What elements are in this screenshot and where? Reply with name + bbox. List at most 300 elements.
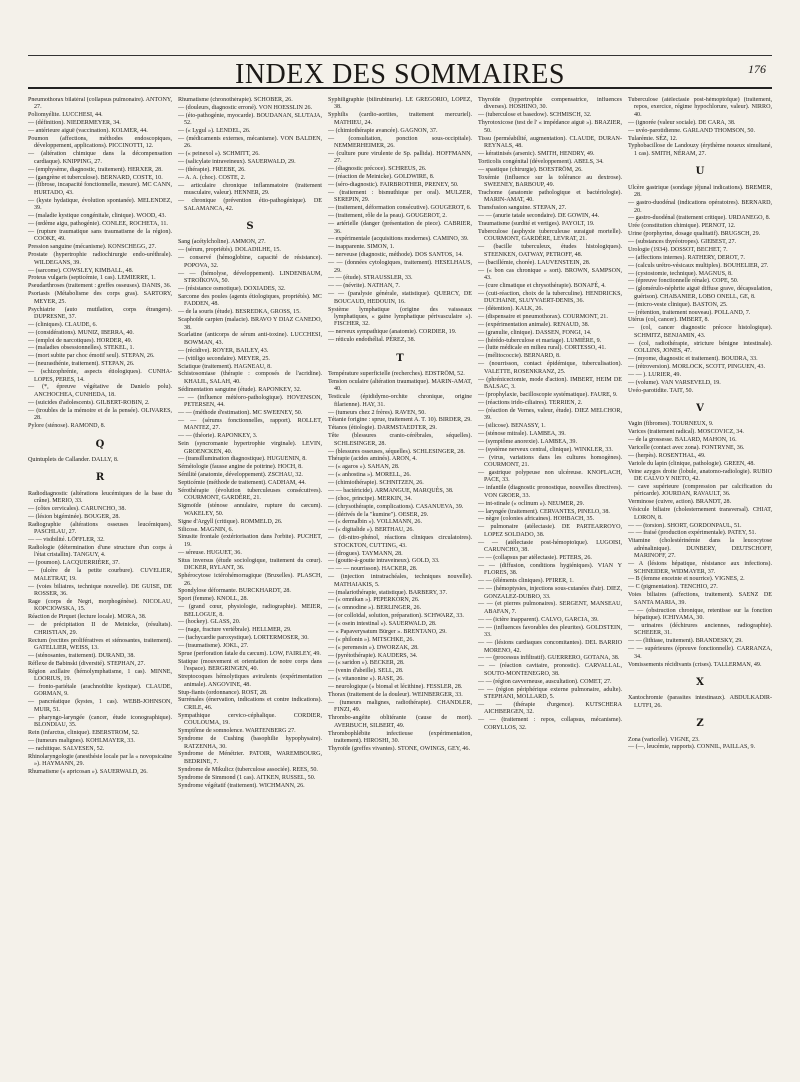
index-entry: — — (influences favorables des pleurites). GOLDSTEIN, 33. — [478, 624, 622, 639]
index-entry: — — bactéricide). ARMANGUE, MARQUÈS, 38. — [328, 487, 454, 494]
index-entry: Thérapie (acides aminés). ARON, 4. — [328, 456, 417, 463]
index-entry: Sein (syncromanie hypertrophie virginale). LEVIN, GROENCKEN, 40. — [178, 441, 322, 455]
index-entry: — de la souris (étude). BESREDKA, GROSS, 15. — [178, 309, 301, 316]
index-entry: — — (obstruction chronique, retentisse sur la fonction hépatique). ICHIYAMA, 30. — [628, 607, 772, 622]
index-entry: — (lésion bigéminée). BOUGER, 28. — [28, 513, 120, 520]
index-entry: Varices (traitement radical). MOSCOVICZ, 34. — [628, 429, 744, 436]
index-entry: — neurologique (« biomal et lécithine). FESSLER, 28. — [328, 684, 463, 691]
index-entry: Symptôme de somnolence. WARTENBERG 27. — [178, 728, 296, 735]
index-entry: Tularémie. SÉZ, 12. — [628, 135, 678, 142]
index-entry: Variole du lapin (clinique, pathologie). GREEN, 48. — [628, 460, 755, 467]
index-entry: Sang (acétylcholine). AMMON, 27. — [178, 239, 266, 246]
index-entry: Pylore (sténose). RAMOND, 8. — [28, 423, 106, 430]
index-entry: — (« anhostina »). MORELL, 26. — [328, 472, 411, 479]
index-entry: Surrénales (énervation, indications et contre indications). CRILE, 46. — [178, 697, 322, 711]
index-entry: Syndrome de Ménétrier. PATOIR, WAREMBOURG, BEDRINE, 7. — [178, 751, 322, 765]
index-entry: — (salicylate intraveineux). SAUERWALD, 29. — [178, 159, 296, 166]
index-entry: Sigmoïde (sténose annulaire, rupture du cæcum). WAKELEY, 50. — [178, 503, 322, 517]
index-column — [28, 97, 172, 1072]
index-entry: Thorax (traitement de la douleur). WEINBERGER, 33. — [328, 691, 463, 698]
index-entry: — pulmonaire (atélectasie). DE PARTEARROYO, LOPEZ SOLDADO, 38. — [478, 524, 622, 538]
index-entry: Vitamine (cholestérinémie dans la leucocytose adrénalinique). DUNBERY, DEUTSCHOFF, MARINOFF, 27. — [628, 538, 772, 560]
index-entry: — (lutte médicale en milieu rural). CORTESSO, 41. — [478, 345, 606, 352]
index-entry: — — (sérums fonctionnelles, rapport). ROLLET, MANTEZ, 27. — [178, 417, 322, 432]
index-entry: — (granulie, clinique). DASSEN, FONGI, 14. — [478, 329, 592, 336]
index-entry: — (rétroversion). MORLOCK, SCOTT, PINGUEN, 43. — [628, 363, 765, 370]
index-entry: — (glomérulo-néphrite aiguë diffuse grave, décapsulation, guérison). CHABANIER, LOBO ONELL, GE, 8. — [628, 286, 772, 300]
index-entry: — (cuti-réaction, choix de la tuberculine). HENDRICKS, DUCHAINE, SLUYVAERT-DENIS, 36. — [478, 290, 622, 305]
index-entry: Tissu (perméabilité, augmentation). CLAUDE, DURAN-REYNALS, 48. — [478, 135, 622, 150]
index-entry: Radiodiagnostic (altérations leucémiques de la base du crâne). MERIO, 33. — [28, 490, 172, 505]
index-entry: — (tuberculose et basedow). SCHMISCH, 32. — [478, 112, 592, 119]
index-entry: Urée (constitution chimique). PERNOT, 12. — [628, 223, 736, 230]
index-entry: Sprue (perforation fatale du cæcum). LOW, FAIRLEY, 49. — [178, 650, 321, 657]
index-entry: Veine azygos droite (lobule, anatomo-radiologie). RUBIO DE CALVO Y NIETO, 42. — [628, 468, 772, 483]
index-entry: — — (anurie tatale secondaire). DE GOWIN, 44. — [478, 213, 600, 220]
index-entry: — nerveuse (diagnostic, méthode). DOS SANTOS, 14. — [328, 252, 463, 259]
index-entry: Psoriasis (Métabolisme des corps gras). SARTORY, MEYER, 25. — [28, 291, 172, 305]
section-letter: U — [695, 166, 705, 178]
index-entry: — laryngée (traitement). CERVANTES, PINELO, 38. — [478, 508, 610, 515]
index-entry: — (traitement : bismuthique per oral). MULZER, SEREPIN, 29. — [328, 189, 472, 204]
index-column — [478, 97, 622, 1072]
index-entry: — (pyrétothérapie). KAUDERS, 34. — [328, 652, 418, 659]
index-entry: Zona (varicelle). VIGNE, 23. — [628, 736, 700, 743]
index-entry: Septicémie (méthode de traitement). CADHAM, 44. — [178, 480, 306, 487]
section-letter: V — [696, 403, 704, 415]
index-entry: Thyroïde (hypertrophie compensatrice, influences diverses). HOSHINO, 30. — [478, 97, 622, 111]
index-entry: — (maladies obsessionnelles). STEKEL, 1. — [28, 345, 135, 352]
section-letter: T — [396, 352, 404, 364]
index-entry: — (chimiothérapie). SCHNITZEN, 26. — [328, 480, 424, 487]
index-entry: — articulaire chronique inflammatoire (traitement musculaire, valeur). HENNER, 29. — [178, 182, 322, 197]
index-entry: — (symptôme anorexie). LAMBEA, 39. — [478, 438, 578, 445]
index-entry: — (goutte-à-goutte intraveineux). GOLD, 33. — [328, 558, 440, 565]
index-column — [178, 97, 322, 1072]
index-entry: — (expérimentation animale). RENAUD, 38. — [478, 321, 590, 328]
header-rule-bottom — [28, 87, 772, 89]
index-entry: — (injection intratrachéales, techniques nouvelle). MATHAIAKIS, 5. — [328, 574, 472, 588]
index-entry: Verminose (cuivre, action). BRANDT, 28. — [628, 499, 732, 506]
index-entry: — — (méthode d'estimation). MC SWEENEY, 50. — [178, 409, 303, 416]
index-entry: — — (et pierres pulmonaires). SERGENT, MANSEAU, ABAFAN, 7. — [478, 601, 622, 615]
index-entry: — — (éléments cliniques). PFIRER, 1. — [478, 578, 574, 585]
index-entry: — (venin d'abeille). SELL, 28. — [328, 668, 404, 675]
index-entry: Rhinolaryngologie (anesthésie locale par la « novopsicaïne »). HAYMANN, 29. — [28, 753, 172, 768]
index-entry: — (sarcome). COWSLEY, KIMBALL, 48. — [28, 267, 134, 274]
index-entry: Varicelle (contact avec zona). FONTRYNE, 36. — [628, 444, 745, 451]
index-entry: — (tumeurs chez 2 frères). RAVEN, 50. — [328, 409, 426, 416]
index-entry: Ulcère gastrique (sondage jéjunal indications). BREMER, 28. — [628, 184, 772, 199]
index-entry: — A (lésions hépatique, résistance aux infections). SCHNEIDER, WIDMAYER, 37. — [628, 561, 772, 575]
index-entry: — (éto-pathogénie, myocarde). BOUDANAN, SLUTAJA, 52. — [178, 112, 322, 127]
index-entry: Situs inversus (étude sociologique, traitement du cœur). DICKER, RYLANT, 36. — [178, 557, 322, 572]
index-entry: Quintuplets de Callander. DALLY, 8. — [28, 456, 119, 463]
index-entry: — (« dermalbin »). VOLLMANN, 26. — [328, 519, 422, 526]
index-entry: Scaphoïde carpien (malacie). BRAVO Y DIAZ CANEDO, 38. — [178, 317, 322, 331]
index-entry: — (séro-diagnostic). FAIRBROTHER, PRENEY, 50. — [328, 182, 459, 189]
page-number: 176 — [748, 62, 766, 76]
index-entry: Psychiatrie (auto mutilation, corps étrangers). DUPRESNE, 37. — [28, 306, 172, 320]
index-entry: Tête (blessures cranio-cérébrales, séquelles). SCHLESINGER, 28. — [328, 433, 472, 447]
index-entry: — (« saridon »). BECKER, 28. — [328, 660, 405, 667]
index-entry: — (sténose mitrale). LAMBEA, 39. — [478, 430, 566, 437]
index-entry: — (réactions irido-ciliaires). TERRIEN, 2. — [478, 399, 583, 406]
index-entry: Rage (corps de Negri, morphogénèse). NICOLAU, KOPCIOWSKA, 15. — [28, 598, 172, 613]
index-entry: — B (femme enceinte et nourrice). VIGNES, 2. — [628, 576, 745, 583]
index-entry: — — (hémolyse, développement). LINDENBAUM, STROÏKOVA, 50. — [178, 270, 322, 285]
index-entry: Sport (femme). KNOLL, 28. — [178, 596, 249, 603]
index-entry: — (bacille tuberculeux, études histologiques). STEENKEN, OATWAY, PETROFF, 48. — [478, 244, 622, 258]
index-entry: — (« peinexol »). SCHMITT, 26. — [178, 151, 260, 158]
index-entry: — — (processus infiltratif). GUERRERO, GOTANA, 38. — [478, 655, 620, 662]
index-entry: — (kyste hydatique, évolution spontanée). MELENDEZ, 39. — [28, 197, 172, 212]
index-entry: — — (région cavverneuse, auscultation). COMET, 27. — [478, 678, 612, 685]
index-entry: — (emploi de narcotiques). HORDER, 49. — [28, 337, 133, 344]
index-entry: — (traitement, rôle de la peau). GOUGEROT, 2. — [328, 213, 447, 220]
index-entry: — kératinisés (arsenic). SMITH, HENDRY, 49. — [478, 150, 595, 157]
index-entry: — de précipitation II de Meinicke, (résultats). CHRISTIAN, 29. — [28, 622, 172, 636]
index-entry: Radiologie (détermination d'une structure d'un corps à l'état cristallin). TANGUY, 4. — [28, 544, 172, 559]
index-entry: — — (hémoptysies, injections sous-cutanées d'air). DIEZ, GONZALEZ-DUBRO, 33. — [478, 586, 622, 600]
index-entry: Voies biliaires (affections, traitement). SAENZ DE SANTA MARIA, 39. — [628, 592, 772, 606]
index-entry: — — (ictère inapparent). CALVO, GARCIA, 39. — [478, 616, 599, 623]
index-entry: — (sténosantes, traitement). DURAND, 38. — [28, 652, 135, 659]
index-entry: Torticolis congénital (développement). ABELS, 34. — [478, 158, 604, 165]
index-entry: — (poumon). LACQUERRIÈRE, 37. — [28, 560, 120, 567]
index-entry: — — (région périphérique externe pulmonaire, adulte). STEPHANI, MOLLARD, 5. — [478, 686, 622, 700]
index-entry: — (cystostomie, technique). MAGNUS, 8. — [628, 270, 733, 277]
index-entry: — (dérivés de la "kumine"). OESER, 29. — [328, 511, 429, 518]
index-entry: — — (collapsus par atélectasie). PETERS, 26. — [478, 554, 592, 561]
index-entry: — (récidive). ROYER, BAILEY, 43. — [178, 347, 269, 354]
index-entry: Vésicule biliaire (cholesternement transversal). CHIAT, LORON, 8. — [628, 507, 772, 521]
index-entry: Syphiligraphie (bilirubinurie). LE GREGORIO, LOPEZ, 38. — [328, 97, 472, 111]
index-entry: Sédimentation sanguine (étude). RAPONKEY, 32. — [178, 386, 302, 393]
index-entry: — (altération chimique dans la décompensation cardiaque). KNIPPING, 27. — [28, 151, 172, 165]
index-entry: Sarcome des poules (agents étiologiques, propriétés). MC FADDEN, 48. — [178, 293, 322, 308]
index-entry: — (transillumination diagnostique). HUGUENIN, 8. — [178, 456, 307, 463]
index-entry: Syndrome de Cushing (basophilie hypophysaire). RATZENHA, 30. — [178, 736, 322, 750]
index-entry: — (rupture traumatique sans traumatisme de la région). COOKE, 49. — [28, 228, 172, 243]
index-entry: — — visibilité. LÖFFLER, 32. — [28, 537, 105, 544]
index-entry: — (« omnodine »). BERLINGER, 26. — [328, 605, 422, 612]
index-entry: — (système nerveux central, clinique). WINKLER, 33. — [478, 446, 613, 453]
index-entry: — — (atélectasie post-hémoptoïque). LUGOISI, CARUNCHO, 38. — [478, 539, 622, 554]
index-entry: Xantochromie (parasites intestinaux). ABDULKADIR-LUTFI, 26. — [628, 695, 772, 709]
index-entry: — (—, leucémie, rapports). CONNIL, PAILLAS, 9. — [628, 744, 756, 751]
index-entry: — (nourrisson, contact épidémique, tuberculisation). VALETTE, ROSENKRANZ, 25. — [478, 361, 622, 375]
index-entry: — (suicides d'adolescents). GILBERT-ROBIN, 2. — [28, 399, 150, 406]
section-letter: Z — [696, 718, 704, 730]
index-entry: — (côtes cervicales). CARUNCHO, 38. — [28, 505, 126, 512]
index-entry: — — ). LURIER, 49. — [628, 371, 681, 378]
index-entry: Séméiologie (fausse angine de poitrine). HOCH, 8. — [178, 464, 303, 471]
index-entry: — — (névrite). NATHAN, 7. — [328, 283, 400, 290]
index-entry: — gastrique polypeuse non ulcéreuse. KNOFLACH, PACE, 33. — [478, 469, 622, 484]
index-entry: — rachitique. SALVESEN, 52. — [28, 745, 105, 752]
index-entry: — (myome, diagnostic et traitement). BOUDRA, 33. — [628, 356, 758, 363]
index-entry: Tétanos (étiologie). DARMSTAEDTER, 29. — [328, 425, 437, 432]
index-entry: — (voies biliaires, technique nouvelle). DE GUISE, DE ROSSER, 36. — [28, 583, 172, 598]
index-entry: — (chrysothérapie, complications). CASANUEVA, 39. — [328, 503, 464, 510]
index-entry: — (sérum, propriétés). DOLADILHE, 15. — [178, 247, 281, 254]
index-entry: — (médicaments externes, mécanisme). VON BALDEN, 26. — [178, 135, 322, 150]
index-entry: — artérielle (danger (présentation de piece). CABRIER, 36. — [328, 221, 472, 235]
index-entry: — urinaires (déchirures anciennes, radiographie). SCHEEER, 31. — [628, 622, 772, 637]
index-entry: Syndrome végétatif (traitement). WICHMANN, 26. — [178, 782, 305, 789]
index-entry: Vagin (fibromes). TOURNEUX, 9. — [628, 421, 714, 428]
index-entry: — pharyngo-laryngée (cancer, étude iconographique). BLONDIAU, 35. — [28, 714, 172, 729]
index-entry: — (hérédo-tuberculose et mariage). LUMIÈRE, 9. — [478, 337, 602, 344]
index-entry: Pneumothorax bilatéral (collapsus pulmonaire). ANTONY, 27. — [28, 97, 172, 111]
index-entry: Thrombo-angéite oblitérante (cause de mort). AVERBUCH, SILBERT, 49. — [328, 715, 472, 729]
index-entry: — (maladie kystique congénitale, clinique). WOOD, 43. — [28, 213, 166, 220]
index-entry: — gastro-duodénal (traitement critique). URDANEGO, 8. — [628, 215, 771, 222]
index-entry: — — supérieures (épreuve fonctionnelle). CARRANZA, 34. — [628, 646, 772, 660]
index-entry: — (considérations). MUNIZ, IBERRA, 40. — [28, 329, 134, 336]
section-letter: R — [95, 472, 105, 484]
index-entry: — (schizophrénie, aspects étiologiques). CUNHA-LOPES, PERES, 14. — [28, 369, 172, 383]
index-entry: — — (réaction cavitaire, pronostic). CARVALLAL, SOUTO-MONTENEGRO, 38. — [478, 663, 622, 677]
index-entry: — (*, épreuve végétative de Danielo polu). ANCHOCHEA, CUNHEDA, 18. — [28, 384, 172, 398]
index-entry: — (or colloïdal, solution, préparation). SCHWARZ, 33. — [328, 613, 464, 620]
index-entry: — — fraisé (production expérimentale). PATEY, 51. — [628, 530, 757, 537]
index-entry: — (« digitalide »). BERTHAU, 26. — [328, 527, 414, 534]
index-entry: Pseudarthroses (traitement : greffes osseuses). DANIS, 36. — [28, 283, 172, 290]
index-entry: — (substances thyréotropes). GIEBEST, 27. — [628, 239, 737, 246]
index-entry: — spastique (chirurgie). BOESTRÖM, 26. — [478, 166, 583, 173]
index-entry: — (« peremesin »). DWORZAK, 28. — [328, 644, 419, 651]
index-entry: — (drogues). TAYMANN, 28. — [328, 550, 403, 557]
index-entry: — (« philonin »). MITSCHKE, 26. — [328, 636, 414, 643]
index-entry: — (choc, principe). MERKIN, 34. — [328, 495, 412, 502]
index-entry: Stup-fiants (ordonnance). ROST, 28. — [178, 689, 268, 696]
index-entry: — pancréatique (kystes, 1 cas). WEBB-JOHNSON, MUIR, 51. — [28, 699, 172, 713]
index-entry: — séreuse. HUGUET, 36. — [178, 549, 242, 556]
index-entry: — (réaction de Vernes, valeur, étude). DIEZ MELCHOR, 39. — [478, 407, 622, 422]
index-entry: — uvéo-parotidienne. GARLAND THOMSON, 50. — [628, 127, 755, 134]
index-entry: Transfusion sanguine. STEPAN, 27. — [478, 205, 567, 212]
index-entry: — (prophylaxie, bacilloscopie systématique). FAURE, 9. — [478, 391, 618, 398]
index-entry: Schistosomiase (thérapie : composés de l'acridine). KHALIL, SALAH, 40. — [178, 371, 322, 385]
index-entry: — — (traitement : repos, collapsus, mécanisme). CORYLLOS, 32. — [478, 717, 622, 731]
index-entry: — (« Lygul »). LENDEL, 26. — [178, 128, 251, 135]
index-entry: — inapparente. SIMON, 1. — [328, 244, 395, 251]
index-entry: — (vitiligo secondaire). MEYER, 25. — [178, 355, 270, 362]
index-entry: Pression sanguine (mécanisme). KONSCHEGG, 27. — [28, 244, 157, 251]
index-entry: Tétanie forigine : sprue, traitement A. T. 10). BIRDER, 29. — [328, 417, 472, 424]
index-entry: — C (pigmentation). TENCHIO, 27. — [628, 584, 718, 591]
index-entry: Typhobacillose de Landouzy (érythème noueux simultané, 1 cas). SMITH, NÉRAM, 27. — [628, 143, 772, 157]
index-entry: — (œdème aigu, pathogénie). CONLEE, ROCHETA, 11. — [28, 221, 168, 228]
index-entry: Thyroïde (greffes vivantes). STONE, OWINGS, GEY, 46. — [328, 745, 470, 752]
index-entry: — (rétention, traitement nouveau). POLLAND, 7. — [628, 309, 751, 316]
index-entry: — (bacillémie, chorée). LAUVENSTEIN, 28. — [478, 259, 591, 266]
index-entry: — — (étude). STRAUSSLER, 33. — [328, 275, 413, 282]
index-entry: — (blessures osseuses, séquelles). SCHLESINGER, 28. — [328, 448, 465, 455]
page-title: INDEX DES SOMMAIRES — [235, 59, 565, 90]
index-entry: — nerveux sympathique (anatomie). CORDIER, 19. — [328, 329, 457, 336]
index-entry: — infantile (diagnostic pronostique, nouvelles directives). VON GROER, 33. — [478, 485, 622, 499]
index-entry: — (consultation, ponction sous-occipitale). NEMMERHEIMER, 26. — [328, 135, 472, 150]
index-entry: — réticulo endothélial. PÉREZ, 38. — [328, 337, 416, 344]
index-entry: — (diagnostic précoce). SCHREUS, 26. — [328, 166, 427, 173]
index-entry: — (épreuve fonctionnelle rénale). COPE, 50. — [628, 278, 739, 285]
index-entry: — (définition). NIEDERMEYER, 34. — [28, 120, 121, 127]
index-entry: Vomissements récidivants (crises). TALLERMAN, 49. — [628, 661, 762, 668]
index-entry: — (herpès). ROSENTHAL, 49. — [628, 452, 706, 459]
index-entry: Tuberculose (atélectasie post-hémoptoïque) (traitement, repos, exercice, régime hypochlorure, valeur). NIRRO, 40. — [628, 97, 772, 118]
index-entry: Rhumatisme (« apricosan »). SAUERWALD, 26. — [28, 769, 148, 776]
index-entry: — antérieure aiguë (vaccination). KOLMER, 44. — [28, 128, 148, 135]
index-entry: — — — nourrisson). HACKER, 28. — [328, 566, 418, 573]
index-entry: — — (théorie). RAPONKEY, 3. — [178, 433, 258, 440]
index-entry: — (détention). KALK, 26. — [478, 306, 543, 313]
index-entry: — (micro-veste clinique). BASTON, 25. — [628, 301, 728, 308]
index-entry: — A. A. (choc). COSTE, 2. — [178, 174, 246, 181]
index-entry: Sciatique (traitement). HAGNEAU, 8. — [178, 363, 272, 370]
index-entry: Rein (infarctus, clinique). EBERSTROM, 52. — [28, 730, 140, 737]
index-entry: — (tumeurs malignes). KOHLMAYER, 33. — [28, 737, 135, 744]
index-entry: Toxémie (influence sur la tolérance au dextrose). SWEENEY, BARBOUP, 49. — [478, 174, 622, 189]
index-entry: — (ignorée (valeur sociale). DE CARA, 38. — [628, 119, 736, 126]
index-entry: Scarlatine (anticorps de sérum anti-toxine). LUCCHESI, BOWMAN, 43. — [178, 332, 322, 346]
index-entry: Utérus (col, cancer). IMBERT, 8. — [628, 317, 710, 324]
index-entry: — (mélitococcie). BERNARD, 8. — [478, 353, 561, 360]
index-entry: — (résistance osmotique). DOXIADES, 32. — [178, 285, 286, 292]
index-entry: Signe d'Argyll (critique). ROMMELD, 26. — [178, 518, 283, 525]
index-entry: — (« omnikan »). PEPERKORN, 26. — [328, 597, 420, 604]
index-entry: — — (paralysie générale, statistique). QUERCY, DE BOUCAUD, HEDOUIN, 16. — [328, 291, 472, 305]
index-entry: — — (diffusion, conditions hygiéniques). VIAN Y FLORES, 38. — [478, 562, 622, 577]
index-entry: Urologie (1934). DOSSOT, BECHET, 7. — [628, 246, 728, 253]
index-entry: Sympathique cervico-céphalique. CORDIER, COULOUMA, 19. — [178, 712, 322, 727]
index-entry: — (dispensaire et pneumothorax). COURMONT, 21. — [478, 313, 608, 320]
index-entry: — — (thérapie d'urgence). KUTSCHERA AICHBERGEN, 32. — [478, 701, 622, 716]
index-entry: — (tumeurs malignes, radiothérapie). CHANDLER, FINZI, 49. — [328, 699, 472, 714]
index-entry: Syphilis (cardio-aortites, traitement mercuriel). MATHIEU, 24. — [328, 112, 472, 126]
section-letter: X — [696, 677, 704, 689]
index-entry: Syndrome de Mikulicz (tuberculose associée). REES, 50. — [178, 766, 318, 773]
index-entry: Poliomyélite. LUCCHESI, 44. — [28, 112, 103, 119]
index-entry: — (cure climatique et chrysothérapie). BONAFÉ, 4. — [478, 282, 606, 289]
index-entry: Trachome (anatomie pathologique et bactériologie). MARIN-AMAT, 40. — [478, 189, 622, 204]
index-entry: Thyrotoxicose (test de l' « impédance aiguë »). BRAZIER, 50. — [478, 120, 622, 134]
index-entry: — (traumatisme). JOKL, 27. — [178, 643, 249, 650]
index-entry: Radiographie (altérations osseuses leucémiques). PASCHLAU, 27. — [28, 521, 172, 536]
index-entry: — chronique (prévention étio-pathogénique). DE SALAMANCA, 42. — [178, 198, 322, 212]
index-column — [328, 97, 472, 1072]
index-entry: — (tachycardie paroxystique). LORTERMOSER, 30. — [178, 635, 309, 642]
index-entry: Proteus vulgaris (septicémie, 1 cas). LEMIERRE, 1. — [28, 275, 156, 282]
section-letter: Q — [95, 438, 105, 450]
index-entry: Spondylose déformante. BURCKHARDT, 28. — [178, 588, 291, 595]
index-entry: — — (lésions cardiaques concomitantes). DEL BARRIO MORENO, 42. — [478, 640, 622, 654]
index-entry: — cave supérieure (compression par calcification du péricarde). JOURDAN, RAVAULT, 36. — [628, 483, 772, 498]
index-entry: Sphérocytose ictérohémorragique (Bruxelles). PLASCH, 26. — [178, 573, 322, 587]
index-entry: — (traitement, déformation consécutive). GOUGEROT, 6. — [328, 205, 472, 212]
index-entry: — « Papaverysatum Bürger ». BRENTANO, 29. — [328, 628, 447, 635]
index-entry: Thrombophlébite infectieuse (expérimentation, traitement). HIROSHI, 30. — [328, 730, 472, 744]
index-entry: — de la grossesse. BALARD, MAHON, 16. — [628, 437, 737, 444]
index-entry: Région axillaire (hémolymphatisme, 1 cas). MINNE, LOORIUS, 19. — [28, 668, 172, 683]
index-entry: — (culture pure virulente de Sp. pallida). HOFFMANN, 27. — [328, 150, 472, 165]
index-entry: Réaction de Pirquet (lecture locale). MORA, 38. — [28, 614, 147, 621]
page-header — [28, 50, 772, 90]
index-entry: — fronto-pariétale (arachnoïdite kystique). CLAUDE, GORMAN, 9. — [28, 683, 172, 698]
index-entry: Tuberculose (asphyxie tuberculeuse suraiguë mortelle). COURMONT, GARDÈRE, LEVRAT, 21. — [478, 228, 622, 243]
index-entry: — — (lithiase, traitement). BRANDESKY, 29. — [628, 638, 743, 645]
index-entry: Silicose. MAGNIN, 6. — [178, 526, 234, 533]
index-entry: — (mort subite par choc émotif seul). STEPAN, 26. — [28, 353, 155, 360]
index-entry: — (« agaros »). SAHAN, 28. — [328, 464, 400, 471]
index-entry: — (silicose). BENASSY, 1. — [478, 423, 546, 430]
index-entry: — gastro-duodénal (indications opératoires). BERNARD, 20. — [628, 200, 772, 214]
index-entry: — (emphysème, diagnostic, traitement). HERXER, 28. — [28, 166, 163, 173]
index-entry: — (cliniques). CLAUDE, 6. — [28, 321, 98, 328]
index-entry: Température superficielle (recherches). EDSTRÖM, 52. — [328, 371, 465, 377]
index-entry: — (calculs urétro-vésicaux multiples). BOUHELIER, 27. — [628, 262, 769, 269]
index-entry: — conservé (hémoglobine, capacité de résistance). POPOVA, 32. — [178, 255, 322, 269]
index-entry: — (ulcère de la petite courbure). CUVELIER, MALETRAT, 19. — [28, 568, 172, 582]
index-entry: — nègre (colonies africaines). HOHBACH, 35. — [478, 516, 595, 523]
index-entry: Prostate (hypertrophie radiochirurgie endo-uréthrale). WILDEGANS, 39. — [28, 252, 172, 266]
index-entry: Réflexe de Babinski (diversité). STEPHAN, 27. — [28, 660, 146, 667]
index-entry: — (affections internes). RATHERY, DEROT, 7. — [628, 254, 745, 261]
index-entry: — (réaction de Meinicke). GOLDWIRE, 8. — [328, 174, 435, 181]
index-entry: Rhumatisme (chronothérapie). SCHOBER, 26. — [178, 97, 293, 103]
index-columns — [28, 97, 772, 1072]
index-column — [628, 97, 772, 1072]
index-entry: — (troubles de la mémoire et de la pensée). OLIVARES, 28. — [28, 407, 172, 422]
index-entry: — (thérapie). FREEBE, 26. — [178, 167, 246, 174]
index-entry: Testicule (épididymo-orchite chronique, origine filarienne). HAY, 31. — [328, 394, 472, 408]
index-entry: — (« osein intestinal »). SAUERWALD, 28. — [328, 621, 437, 628]
index-entry: Rectum (rectites prolifératives et sténosantes, traitement). GATELLIER, WEISS, 13. — [28, 637, 172, 651]
index-entry: Uvéo-parotidite. TAIT, 50. — [628, 387, 694, 394]
index-entry: — (virus, variations dans les cultures homogènes). COURMONT, 21. — [478, 454, 622, 469]
index-entry: Sérothérapie (évolution tuberculeuses consécutives). COURMONT, GARDÈRE, 21. — [178, 487, 322, 502]
index-entry: Statique (mouvement et orientation de notre corps dans l'espace). BERGRINGEN, 40. — [178, 658, 322, 673]
index-entry: — (grand cœur, physiologie, radiographie). MEIER, BELLOGUE, 8. — [178, 604, 322, 618]
index-entry: — (« bon cas chronique » sort). BROWN, SAMPSON, 43. — [478, 267, 622, 281]
index-entry: — (douleurs, diagnostic erroné). VON HOESSLIN 26. — [178, 104, 313, 111]
index-entry: Poumon (affections, méthodes endoscopiques, développement, applications). PICCINOTTI, 12. — [28, 135, 172, 150]
index-entry: — — (influence météoro-pathologique). HOVENSON, PETERSEN, 44. — [178, 394, 322, 409]
index-entry: Syndrome de Simmond (1 cas). AITKEN, RUSSEL, 50. — [178, 774, 316, 781]
index-entry: — expérimentale (acquisitions modernes). CAMINO, 39. — [328, 236, 469, 243]
index-entry: Traumatisme (surdité et vertiges). PAYOLT, 19. — [478, 221, 595, 228]
index-entry: — int-stinale (« oclinum »). NEUMER, 29. — [478, 500, 585, 507]
index-entry: — (malariothérapie, statistique). BARBERY, 37. — [328, 589, 448, 596]
index-entry: Tension oculaire (altération traumatique). MARIN-AMAT, 40. — [328, 378, 472, 393]
index-entry: — (col, cancer diagnostic précoce histologique). SCHMITZ, BENJAMIN, 43. — [628, 325, 772, 339]
index-entry: Sénilité (anatomie, développement). ZSCHAU, 32. — [178, 472, 303, 479]
index-entry: — (« vitanonine »). RASE, 26. — [328, 676, 404, 683]
index-entry: — (phrénicectomie, mode d'action). IMBERT, HEIM DE BALSAC, 3. — [478, 376, 622, 391]
index-entry: Streptocoques hémolytiques avirulents (expérimentation animale). ANGOVINE, 48. — [178, 674, 322, 688]
index-entry: — (nage, fracture vertébrale). HELLMER, 29. — [178, 627, 292, 634]
index-entry: — (gangrène et tuberculose). BERNARD, COSTE, 10. — [28, 174, 163, 181]
index-entry: — (hockey). GLASS, 20. — [178, 619, 241, 626]
index-entry: — (col, radiothérapie, stricture bénigne intestinale). COLLINS, JONES, 47. — [628, 340, 772, 355]
index-entry: — (chimiothérapie avancée). GAGNON, 37. — [328, 127, 438, 134]
index-entry: Système lymphatique (origine des vaisseaux lymphatiques, « gaine lymphatique périvasculaire »). FISCHER, 32. — [328, 306, 472, 328]
section-letter: S — [246, 221, 254, 233]
index-entry: Urine (porphyrine, dosage qualitatif). BRUGSCH, 29. — [628, 231, 761, 238]
index-entry: — (fibrose, incapacité fonctionnelle, mesure). MC CANN, HURTADO, 43. — [28, 182, 172, 196]
